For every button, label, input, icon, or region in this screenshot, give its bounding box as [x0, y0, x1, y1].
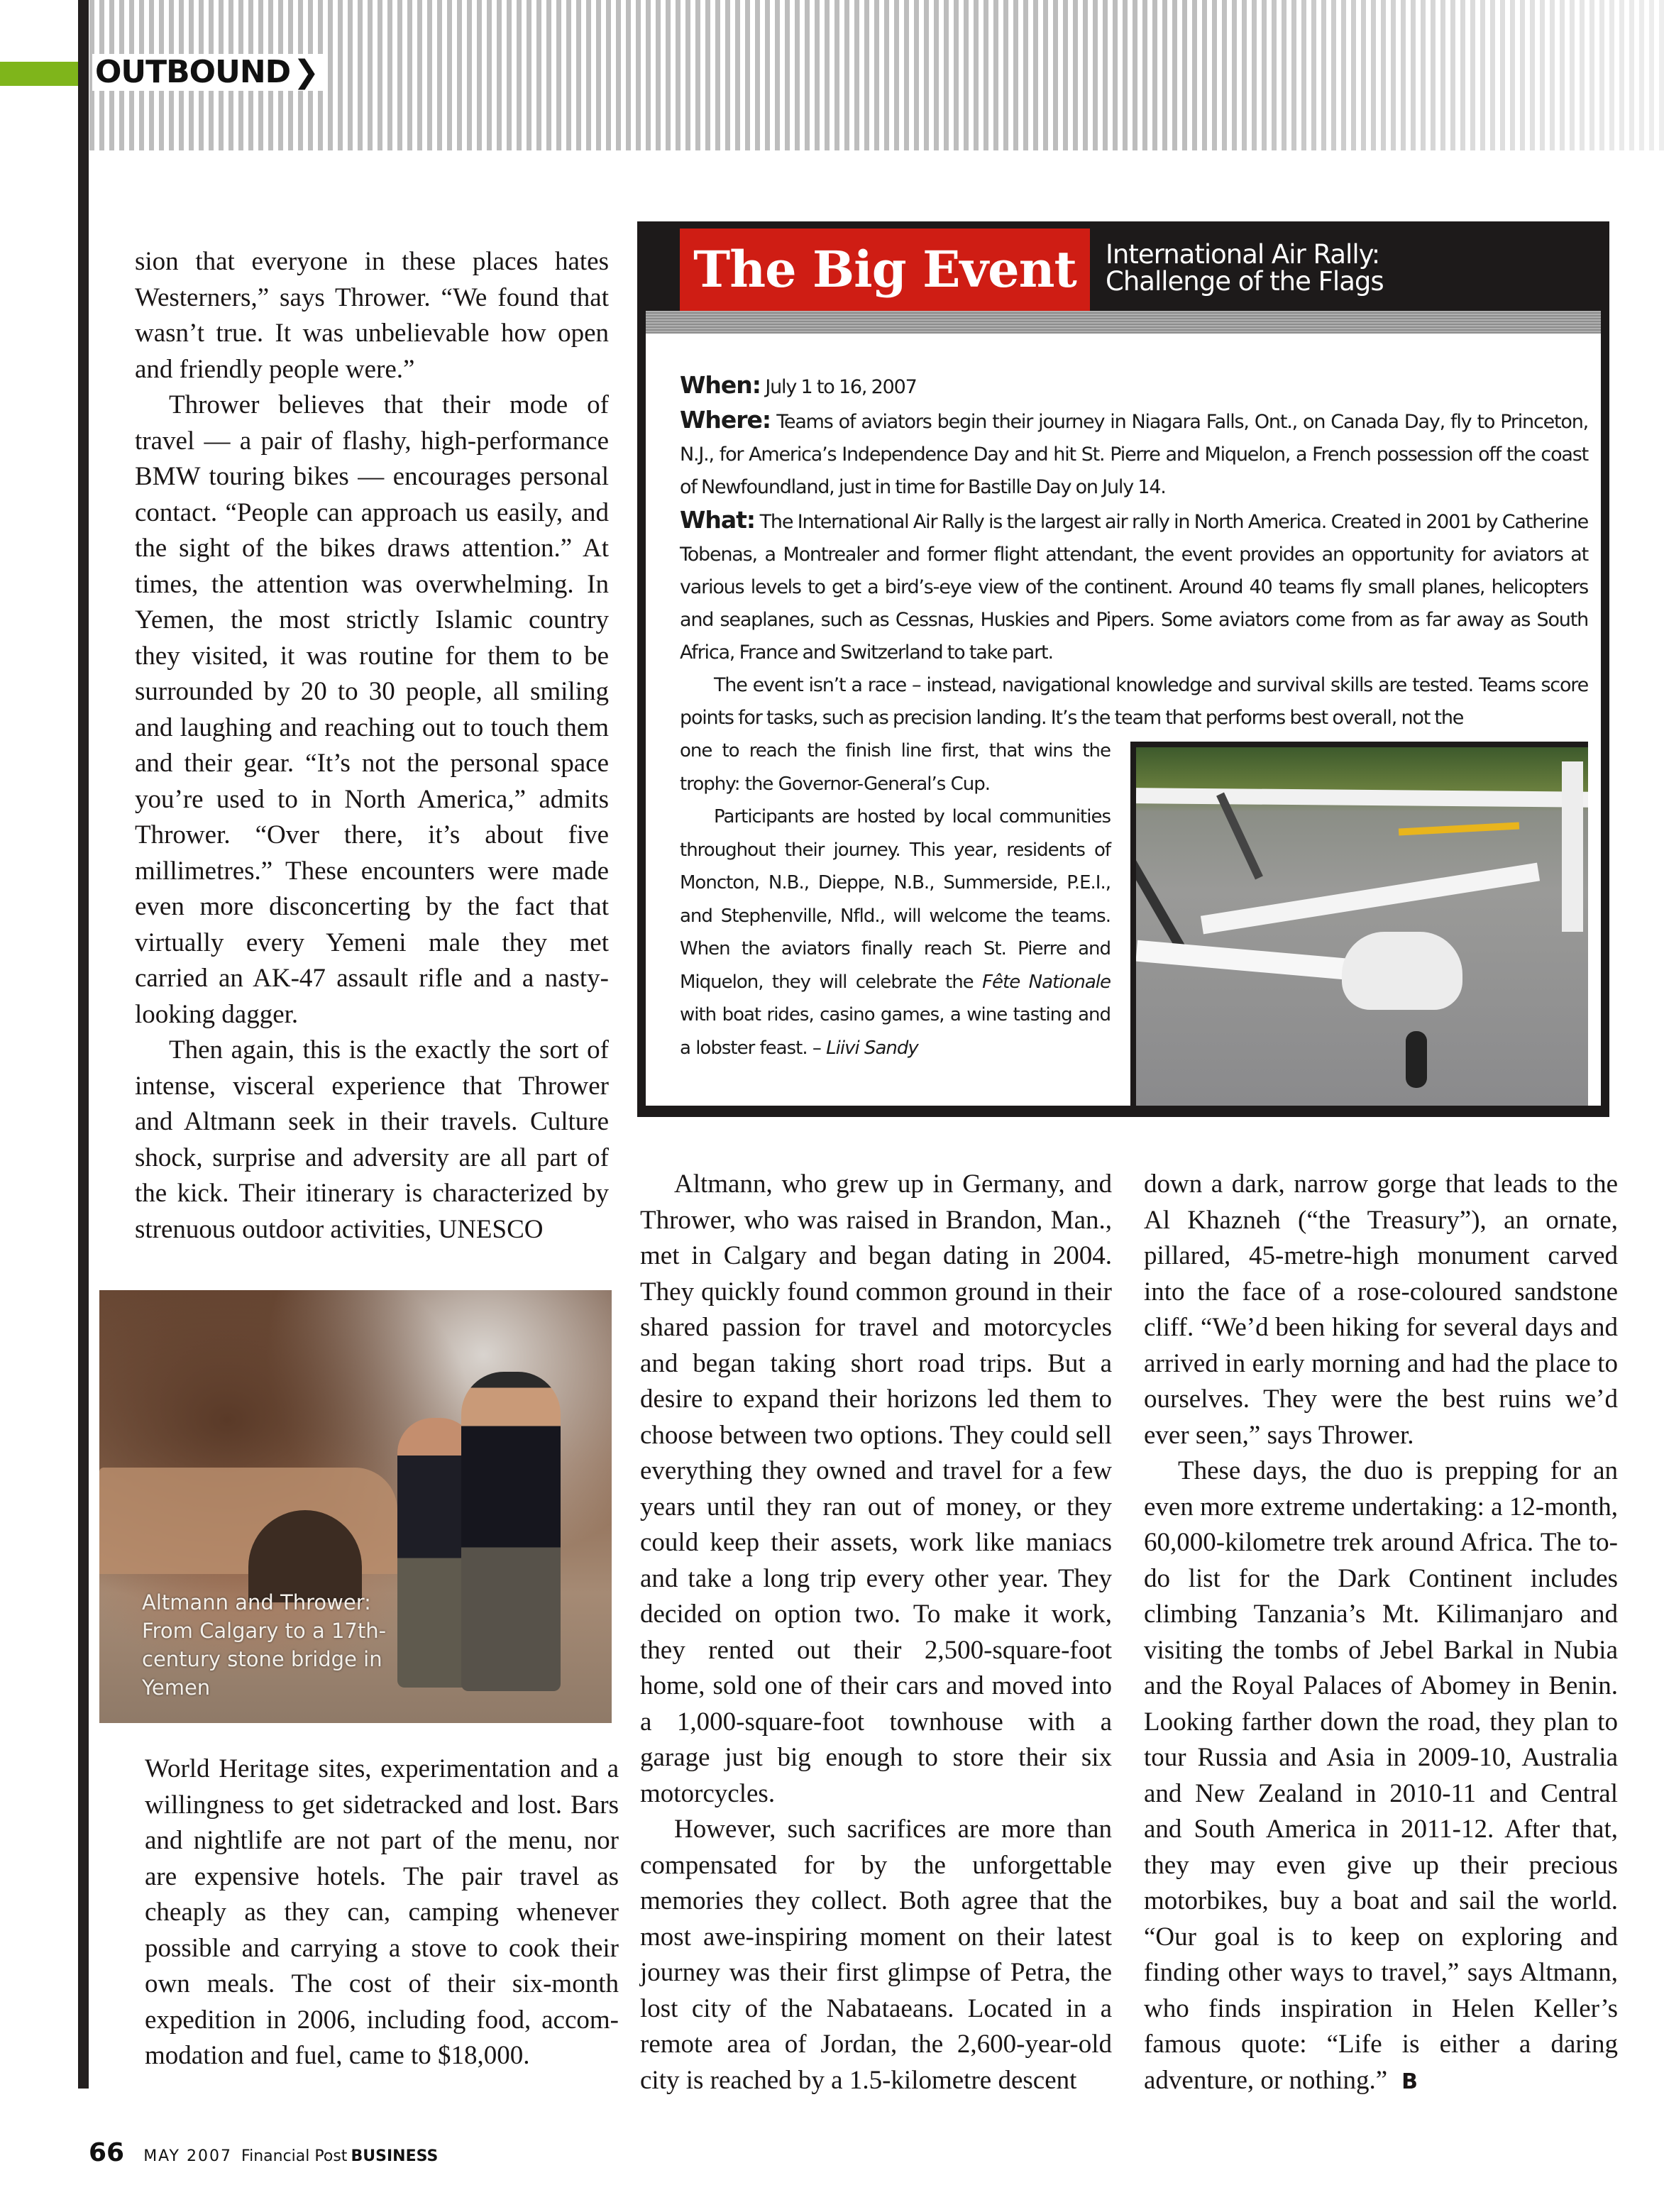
article-column-left-bottom: [145, 1751, 619, 2074]
sidebar-when: [680, 369, 1588, 404]
chevron-right-icon: ❯: [293, 54, 319, 90]
article-paragraph: World Heritage sites, experimentation and a willingness to get sidetracked and lost. Bars and nightlife are not part of the menu, nor are expensive hotels. The pair travel as cheaply as they can, camping whenever possible and carrying a stove to cook their own meals. The cost of their six-month expedition in 2006, including food, accommodation and fuel, came to $18,000.: [145, 1754, 619, 2070]
article-paragraph: sion that everyone in these places hates Westerners,” says Thrower. “We found that wasn’t true. It was unbelievable how open and friendly people were.”: [135, 247, 609, 384]
section-label: [92, 54, 323, 91]
sidebar-body: [646, 334, 1601, 1106]
hosts-text-pre: Participants are hosted by local communities throughout their journey. This year, residents of Moncton, N.B., Dieppe, N.B., Summerside, P.E.I., and Stephenville, Nfld., will welcome the teams. When the aviators finally reach St. Pierre and Miquelon, they will celebrate the: [680, 806, 1111, 993]
photo-wheel-shape: [1406, 1031, 1427, 1088]
photo-yellow-plane-shape: [1399, 822, 1519, 836]
photo-wing-shape: [1136, 788, 1588, 808]
photo-caption: Altmann and Thrower: From Calgary to a 17th-century stone bridge in Yemen: [142, 1590, 387, 1700]
sidebar-divider-band: [646, 311, 1601, 334]
article-paragraph: Thrower believes that their mode of travel — a pair of flashy, high-performance BMW touring bikes — encourages personal contact. “People can approach us easily, and the sight of the bikes draws attention.” At times, the attention was overwhelming. In Yemen, the most strictly Islamic country they visited, it was routine for them to be surrounded by 20 to 30 people, all smiling and laughing and reaching out to touch them and their gear. “It’s not the personal space you’re used to in North America,” admits Thrower. “Over there, it’s about five millimetres.” These encounters were made even more disconcerting by the fact that virtually every Yemeni male they met carried an AK-47 assault rifle and a nasty-looking dagger.: [135, 390, 609, 1029]
hosts-text-post: with boat rides, casino games, a wine tasting and a lobster feast. –: [680, 1004, 1111, 1059]
article-paragraph: down a dark, narrow gorge that leads to the Al Khazneh (“the Treasury”), an ornate, pillared, 45-metre-high monument carved into the face of a rose-coloured sandstone cliff. “We’d been hiking for several days and arrived in early morning and had the place to ourselves. They were the best ruins we’d ever seen,” says Thrower.: [1144, 1170, 1618, 1450]
sidebar-lower: [680, 734, 1588, 1106]
section-accent-tab: [0, 62, 78, 86]
end-mark-icon: B: [1401, 2069, 1418, 2094]
section-label-text: OUTBOUND: [95, 54, 291, 90]
sidebar-where: [680, 404, 1588, 504]
sidebar-subtitle-line1: International Air Rally:: [1106, 239, 1380, 270]
article-column-left-top: [135, 244, 609, 1248]
sidebar-byline: Liivi Sandy: [826, 1037, 918, 1059]
article-paragraph-final: [1144, 1453, 1618, 2100]
sidebar-what: [680, 504, 1588, 669]
article-paragraph: However, such sacrifices are more than compensated for by the unforgettable memories they collect. Both agree that the most awe-inspiring moment on their latest journey was their first glimpse of Petra, the lost city of the Nabataeans. Located in a remote area of Jordan, the 2,600-year-old city is reached by a 1.5-kilometre descent: [640, 1815, 1112, 2095]
publication-name: Financial Post: [241, 2147, 348, 2165]
photo-propeller-shape: [1216, 793, 1263, 880]
photo-small-planes: [1130, 742, 1588, 1106]
sidebar-subtitle: [1106, 241, 1574, 295]
photo-tail-shape: [1562, 761, 1583, 932]
sidebar-race-continued: one to reach the finish line first, that wins the trophy: the Governor-General’s Cup.: [680, 740, 1111, 795]
where-text: Teams of aviators begin their journey in Niagara Falls, Ont., on Canada Day, fly to Princeton, N.J., for America’s Independence Day and hit St. Pierre and Miquelon, a French possession off the coast of Newfoundland, just in time for Bastille Day on July 14.: [680, 411, 1588, 498]
what-label: What:: [680, 506, 756, 534]
page-footer: [89, 2138, 438, 2167]
what-text: The International Air Rally is the largest air rally in North America. Created in 2001 by Catherine Tobenas, a Montrealer and former flight attendant, the event provides an opportunity for aviators at various levels to get a bird’s-eye view of the continent. Around 40 teams fly small planes, helicopters and seaplanes, such as Cessnas, Huskies and Pipers. Some aviators come from as far away as South Africa, France and Switzerland to take part.: [680, 511, 1588, 664]
where-label: Where:: [680, 406, 771, 434]
article-paragraph: Then again, this is the exactly the sort of intense, visceral experience that Thrower and Altmann seek in their travels. Culture shock, surprise and adversity are all part of the kick. Their itinerary is characterized by strenuous outdoor activities, UNESCO: [135, 1035, 609, 1244]
article-column-right: [1144, 1167, 1618, 2100]
sidebar-details: [680, 369, 1588, 734]
sidebar-race-paragraph: The event isn’t a race – instead, navigational knowledge and survival skills are tested. Teams score points for tasks, such as precision landing. It’s the team that performs best overall, not the: [680, 674, 1588, 729]
when-label: When:: [680, 371, 761, 399]
photo-yemen-bridge: [99, 1290, 612, 1723]
publication-name-bold: BUSINESS: [351, 2147, 439, 2165]
sidebar-subtitle-line2: Challenge of the Flags: [1106, 266, 1384, 297]
left-margin-rule: [78, 0, 89, 2089]
article-paragraph-text: These days, the duo is prepping for an even more extreme undertaking: a 12-month, 60,000-kilometre trek around Africa. The to-do list for the Dark Continent includes climbing Tanzania’s Mt. Kilimanjaro and visiting the tombs of Jebel Barkal in Nubia and the Royal Palaces of Abomey in Benin. Looking farther down the road, they plan to tour Russia and Asia in 2009-10, Australia and New Zealand in 2010-11 and Central and South America in 2011-12. After that, they may even give up their precious motorbikes, buy a boat and sail the world. “Our goal is to keep on exploring and finding other ways to travel,” says Altmann, who finds inspiration in Helen Keller’s famous quote: “Life is either a daring adventure, or nothing.”: [1144, 1456, 1618, 2095]
photo-person-thrower: [461, 1372, 561, 1691]
sidebar-big-event: [637, 221, 1609, 1117]
photo-nose-shape: [1342, 932, 1462, 1010]
left-column-stack: [99, 244, 619, 2074]
hosts-text-italic: Fête Nationale: [982, 971, 1111, 993]
issue-date: MAY 2007: [143, 2147, 232, 2165]
sidebar-title: The Big Event: [680, 229, 1090, 311]
article-column-middle: [640, 1167, 1112, 2098]
article-paragraph: Altmann, who grew up in Germany, and Thrower, who was raised in Brandon, Man., met in Calgary and began dating in 2004. They quickly found common ground in their shared passion for travel and motorcycles and began taking short road trips. But a desire to expand their horizons led them to choose between two options. They could sell everything they owned and travel for a few years until they ran out of money, or they could keep their assets, work like maniacs and take a long trip every other year. They decided on option two. To make it work, they rented out their 2,500-square-foot home, sold one of their cars and moved into a 1,000-square-foot townhouse with a garage just big enough to store their six motorcycles.: [640, 1170, 1112, 1808]
when-text: July 1 to 16, 2007: [765, 376, 917, 398]
sidebar-header: [646, 221, 1601, 311]
page-number: 66: [89, 2138, 125, 2167]
photo-wing-shape: [1201, 863, 1540, 935]
